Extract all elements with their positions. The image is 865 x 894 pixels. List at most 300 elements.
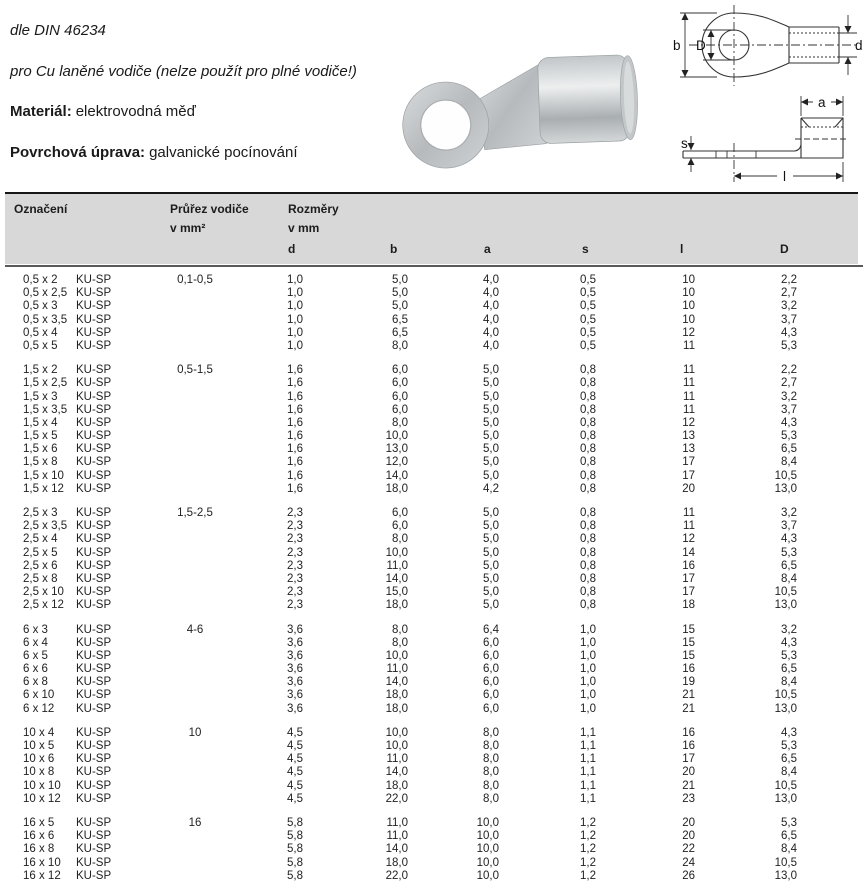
cell-s: 0,8 <box>580 533 596 546</box>
cell-l: 20 <box>682 482 695 495</box>
cell-type: KU-SP <box>76 636 112 649</box>
cell-size: 0,5 x 3,5 <box>23 313 68 326</box>
cell-s: 0,8 <box>580 403 596 416</box>
cell-s: 0,8 <box>580 586 596 599</box>
cell-d: 4,5 <box>287 766 303 779</box>
cell-size: 16 x 8 <box>23 843 55 856</box>
cell-s: 0,8 <box>580 469 596 482</box>
cell-s: 0,5 <box>580 326 596 339</box>
cell-d: 3,6 <box>287 649 303 662</box>
cell-d: 1,6 <box>287 456 303 469</box>
table-row <box>0 274 865 287</box>
cell-a: 8,0 <box>483 726 499 739</box>
cell-size: 16 x 5 <box>23 816 55 829</box>
cell-type: KU-SP <box>76 830 112 843</box>
cell-d: 1,0 <box>287 339 303 352</box>
cell-a: 5,0 <box>483 507 499 519</box>
cell-s: 0,5 <box>580 339 596 352</box>
cell-D: 4,3 <box>781 726 797 739</box>
cell-a: 6,0 <box>483 702 499 715</box>
cell-b: 11,0 <box>386 663 408 676</box>
table-row <box>0 573 865 586</box>
table-group <box>0 817 865 883</box>
cell-a: 6,0 <box>483 689 499 702</box>
cell-d: 3,6 <box>287 676 303 689</box>
cell-b: 11,0 <box>386 753 408 766</box>
cell-size: 2,5 x 12 <box>23 599 64 612</box>
cell-type: KU-SP <box>76 377 112 390</box>
cell-type: KU-SP <box>76 520 112 533</box>
cell-l: 21 <box>682 779 695 792</box>
cell-l: 20 <box>682 816 695 829</box>
cell-s: 0,8 <box>580 520 596 533</box>
product-photo-cable-lug <box>383 2 688 188</box>
cell-l: 15 <box>682 623 695 636</box>
cell-D: 8,4 <box>781 843 797 856</box>
cell-l: 10 <box>682 313 695 326</box>
dim-label-b: b <box>673 38 681 53</box>
cell-b: 8,0 <box>392 416 408 429</box>
cell-a: 5,0 <box>483 456 499 469</box>
table-body <box>0 274 865 894</box>
cell-size: 2,5 x 4 <box>23 533 58 546</box>
cell-d: 5,8 <box>287 856 303 869</box>
dim-label-s: s <box>681 136 688 151</box>
cell-type: KU-SP <box>76 792 112 805</box>
cell-s: 1,0 <box>580 676 596 689</box>
cell-type: KU-SP <box>76 676 112 689</box>
cell-a: 10,0 <box>476 830 499 843</box>
cell-size: 0,5 x 5 <box>23 339 58 352</box>
column-header-cross-section: Průřez vodiče <box>170 202 249 216</box>
cell-type: KU-SP <box>76 390 112 403</box>
cell-s: 1,1 <box>580 779 596 792</box>
table-row <box>0 650 865 663</box>
table-header-rule <box>5 265 863 267</box>
cell-l: 11 <box>683 339 695 352</box>
cell-type: KU-SP <box>76 740 112 752</box>
cell-D: 13,0 <box>774 792 797 805</box>
cell-type: KU-SP <box>76 663 112 676</box>
table-group <box>0 274 865 353</box>
cell-type: KU-SP <box>76 586 112 599</box>
cell-a: 5,0 <box>483 403 499 416</box>
cell-D: 8,4 <box>781 456 797 469</box>
cell-l: 17 <box>682 753 695 766</box>
cell-s: 1,2 <box>580 816 596 829</box>
table-row <box>0 364 865 377</box>
cell-d: 2,3 <box>287 546 303 559</box>
cell-type: KU-SP <box>76 753 112 766</box>
cell-b: 14,0 <box>385 469 408 482</box>
cell-size: 2,5 x 10 <box>23 586 64 599</box>
cell-b: 6,0 <box>392 364 408 377</box>
table-row <box>0 857 865 870</box>
cell-a: 5,0 <box>483 377 499 390</box>
cell-cross: 0,5-1,5 <box>177 364 213 377</box>
surface-line <box>10 144 298 161</box>
cell-a: 5,0 <box>483 416 499 429</box>
table-group <box>0 624 865 716</box>
cell-D: 4,3 <box>781 533 797 546</box>
cell-l: 11 <box>683 520 695 533</box>
cell-D: 2,7 <box>781 287 797 300</box>
table-row <box>0 507 865 520</box>
cell-a: 5,0 <box>483 520 499 533</box>
cell-b: 12,0 <box>385 456 408 469</box>
cell-l: 16 <box>682 740 695 752</box>
cell-a: 8,0 <box>483 792 499 805</box>
cell-a: 4,0 <box>483 300 499 313</box>
cell-s: 1,1 <box>580 726 596 739</box>
cell-D: 3,7 <box>781 520 797 533</box>
cell-D: 3,2 <box>781 623 797 636</box>
cell-s: 0,8 <box>580 377 596 390</box>
cell-size: 0,5 x 4 <box>23 326 58 339</box>
cell-b: 6,0 <box>392 507 408 519</box>
cell-b: 22,0 <box>385 869 408 882</box>
cell-d: 1,6 <box>287 364 303 377</box>
cell-d: 4,5 <box>287 726 303 739</box>
cell-D: 4,3 <box>781 326 797 339</box>
cell-D: 10,5 <box>774 469 797 482</box>
cell-type: KU-SP <box>76 443 112 456</box>
cell-type: KU-SP <box>76 702 112 715</box>
column-header-a: a <box>484 242 491 256</box>
cell-l: 26 <box>682 869 695 882</box>
cell-D: 5,3 <box>781 430 797 443</box>
cell-s: 1,1 <box>580 740 596 752</box>
cell-a: 4,0 <box>483 287 499 300</box>
table-row <box>0 703 865 716</box>
cell-s: 0,8 <box>580 559 596 572</box>
cell-size: 10 x 12 <box>23 792 61 805</box>
cell-l: 16 <box>682 663 695 676</box>
cell-s: 0,8 <box>580 443 596 456</box>
column-header-dimensions: Rozměry <box>288 202 339 216</box>
cell-b: 6,0 <box>392 377 408 390</box>
table-row <box>0 663 865 676</box>
cell-a: 10,0 <box>476 816 499 829</box>
cell-l: 16 <box>682 726 695 739</box>
cell-s: 1,0 <box>580 649 596 662</box>
cell-l: 17 <box>682 456 695 469</box>
cell-s: 1,2 <box>580 869 596 882</box>
table-row <box>0 599 865 612</box>
cell-s: 1,0 <box>580 636 596 649</box>
cell-size: 1,5 x 3 <box>23 390 58 403</box>
cell-b: 6,5 <box>392 326 408 339</box>
cell-D: 3,7 <box>781 403 797 416</box>
cell-D: 6,5 <box>781 663 797 676</box>
cell-type: KU-SP <box>76 726 112 739</box>
cell-type: KU-SP <box>76 507 112 519</box>
column-header-cross-section-unit: v mm² <box>170 221 206 235</box>
cell-size: 6 x 8 <box>23 676 48 689</box>
cell-a: 8,0 <box>483 753 499 766</box>
cell-D: 3,2 <box>781 390 797 403</box>
cell-type: KU-SP <box>76 326 112 339</box>
cell-a: 8,0 <box>483 740 499 752</box>
cell-type: KU-SP <box>76 559 112 572</box>
cell-type: KU-SP <box>76 689 112 702</box>
cell-s: 0,5 <box>580 313 596 326</box>
table-row <box>0 456 865 469</box>
cell-a: 10,0 <box>476 856 499 869</box>
cell-D: 13,0 <box>774 599 797 612</box>
cell-d: 1,0 <box>287 287 303 300</box>
cell-a: 10,0 <box>476 869 499 882</box>
cell-s: 0,8 <box>580 416 596 429</box>
cell-type: KU-SP <box>76 816 112 829</box>
column-header-D: D <box>780 242 789 256</box>
cell-b: 10,0 <box>385 649 408 662</box>
cell-l: 17 <box>682 469 695 482</box>
cell-a: 6,4 <box>483 623 499 636</box>
cell-cross: 0,1-0,5 <box>177 274 213 286</box>
cell-l: 14 <box>682 546 695 559</box>
cell-D: 13,0 <box>774 702 797 715</box>
cell-d: 5,8 <box>287 816 303 829</box>
cell-s: 1,0 <box>580 702 596 715</box>
cell-a: 5,0 <box>483 533 499 546</box>
cell-l: 16 <box>682 559 695 572</box>
cell-d: 2,3 <box>287 520 303 533</box>
cell-a: 4,2 <box>483 482 499 495</box>
column-header-dimensions-unit: v mm <box>288 221 320 235</box>
cell-l: 13 <box>682 430 695 443</box>
cell-d: 1,0 <box>287 326 303 339</box>
table-row <box>0 753 865 766</box>
cell-D: 3,7 <box>781 313 797 326</box>
cell-b: 11,0 <box>386 816 408 829</box>
surface-label: Povrchová úprava: <box>10 144 146 161</box>
table-group <box>0 507 865 613</box>
table-row <box>0 533 865 546</box>
cell-b: 22,0 <box>385 792 408 805</box>
cell-type: KU-SP <box>76 766 112 779</box>
cell-d: 4,5 <box>287 740 303 752</box>
cell-l: 15 <box>682 649 695 662</box>
cell-type: KU-SP <box>76 287 112 300</box>
cell-b: 6,5 <box>392 313 408 326</box>
cell-size: 6 x 4 <box>23 636 48 649</box>
cell-type: KU-SP <box>76 313 112 326</box>
cell-a: 8,0 <box>483 766 499 779</box>
cell-l: 19 <box>682 676 695 689</box>
cell-size: 6 x 3 <box>23 623 48 636</box>
cell-size: 16 x 12 <box>23 869 61 882</box>
cell-s: 1,2 <box>580 843 596 856</box>
cell-type: KU-SP <box>76 599 112 612</box>
cell-b: 8,0 <box>392 623 408 636</box>
cell-d: 2,3 <box>287 507 303 519</box>
cell-type: KU-SP <box>76 779 112 792</box>
cell-l: 11 <box>683 364 695 377</box>
cell-cross: 10 <box>188 726 202 739</box>
material-value: elektrovodná měď <box>75 103 196 120</box>
table-row <box>0 560 865 573</box>
cell-size: 1,5 x 12 <box>23 482 64 495</box>
cell-a: 4,0 <box>483 313 499 326</box>
cell-type: KU-SP <box>76 533 112 546</box>
dim-label-d: d <box>855 38 863 53</box>
table-row <box>0 637 865 650</box>
cell-type: KU-SP <box>76 572 112 585</box>
cell-d: 1,6 <box>287 416 303 429</box>
cell-b: 18,0 <box>385 702 408 715</box>
column-header-b: b <box>390 242 398 256</box>
cell-l: 20 <box>682 766 695 779</box>
table-row <box>0 417 865 430</box>
cell-a: 6,0 <box>483 649 499 662</box>
cell-l: 23 <box>682 792 695 805</box>
cell-D: 13,0 <box>774 482 797 495</box>
cell-d: 1,0 <box>287 313 303 326</box>
cell-b: 18,0 <box>385 779 408 792</box>
cell-size: 2,5 x 8 <box>23 572 58 585</box>
cell-a: 6,0 <box>483 663 499 676</box>
cell-l: 17 <box>682 572 695 585</box>
cell-a: 5,0 <box>483 599 499 612</box>
cell-size: 0,5 x 2 <box>23 274 58 286</box>
cell-D: 10,5 <box>774 689 797 702</box>
cell-d: 2,3 <box>287 586 303 599</box>
intro-din-standard: dle DIN 46234 <box>10 22 106 39</box>
cell-type: KU-SP <box>76 339 112 352</box>
cell-D: 6,5 <box>781 559 797 572</box>
cell-b: 13,0 <box>385 443 408 456</box>
cell-l: 18 <box>682 599 695 612</box>
cell-l: 11 <box>683 377 695 390</box>
cell-a: 5,0 <box>483 572 499 585</box>
table-row <box>0 830 865 843</box>
cell-D: 5,3 <box>781 816 797 829</box>
cell-b: 18,0 <box>385 856 408 869</box>
cell-D: 2,2 <box>781 364 797 377</box>
cell-a: 5,0 <box>483 390 499 403</box>
cell-size: 1,5 x 2 <box>23 364 58 377</box>
cell-size: 16 x 10 <box>23 856 61 869</box>
cell-D: 13,0 <box>774 869 797 882</box>
cell-s: 0,8 <box>580 364 596 377</box>
cell-D: 10,5 <box>774 586 797 599</box>
dim-label-D: D <box>696 38 706 53</box>
cell-D: 6,5 <box>781 830 797 843</box>
cell-D: 10,5 <box>774 856 797 869</box>
cell-cross: 1,5-2,5 <box>177 507 213 519</box>
column-header-l: l <box>680 242 684 256</box>
cell-a: 4,0 <box>483 274 499 286</box>
cell-size: 6 x 12 <box>23 702 55 715</box>
cell-a: 5,0 <box>483 430 499 443</box>
cell-l: 12 <box>682 416 695 429</box>
cell-type: KU-SP <box>76 649 112 662</box>
cell-l: 10 <box>682 300 695 313</box>
cell-s: 0,8 <box>580 482 596 495</box>
cell-d: 5,8 <box>287 830 303 843</box>
cell-l: 13 <box>682 443 695 456</box>
material-label: Materiál: <box>10 103 72 120</box>
cell-size: 6 x 10 <box>23 689 55 702</box>
cell-d: 2,3 <box>287 599 303 612</box>
cell-a: 6,0 <box>483 676 499 689</box>
cell-s: 1,0 <box>580 663 596 676</box>
cell-D: 8,4 <box>781 676 797 689</box>
table-row <box>0 287 865 300</box>
cell-d: 4,5 <box>287 753 303 766</box>
table-row <box>0 624 865 637</box>
cell-l: 11 <box>683 507 695 519</box>
cell-d: 1,6 <box>287 430 303 443</box>
cell-type: KU-SP <box>76 430 112 443</box>
cell-a: 5,0 <box>483 364 499 377</box>
cell-b: 14,0 <box>385 676 408 689</box>
cell-l: 22 <box>682 843 695 856</box>
cell-d: 1,0 <box>287 274 303 286</box>
table-row <box>0 547 865 560</box>
cell-size: 6 x 5 <box>23 649 48 662</box>
cell-d: 4,5 <box>287 792 303 805</box>
cell-b: 8,0 <box>392 636 408 649</box>
cell-type: KU-SP <box>76 482 112 495</box>
cell-s: 0,8 <box>580 390 596 403</box>
cell-l: 12 <box>682 533 695 546</box>
cell-size: 2,5 x 6 <box>23 559 58 572</box>
cell-b: 5,0 <box>392 287 408 300</box>
column-header-designation: Označení <box>14 202 68 216</box>
cell-b: 6,0 <box>392 520 408 533</box>
table-row <box>0 470 865 483</box>
cell-a: 4,0 <box>483 326 499 339</box>
cell-l: 15 <box>682 636 695 649</box>
cell-d: 1,0 <box>287 300 303 313</box>
cell-s: 0,8 <box>580 430 596 443</box>
cell-l: 11 <box>683 403 695 416</box>
dimension-drawing <box>671 0 865 190</box>
cell-s: 0,5 <box>580 274 596 286</box>
table-group <box>0 364 865 496</box>
cell-size: 10 x 6 <box>23 753 55 766</box>
cell-d: 3,6 <box>287 663 303 676</box>
cell-b: 10,0 <box>385 546 408 559</box>
cell-b: 11,0 <box>386 830 408 843</box>
cell-size: 10 x 5 <box>23 740 55 752</box>
cell-b: 5,0 <box>392 300 408 313</box>
cell-D: 5,3 <box>781 740 797 752</box>
cell-size: 1,5 x 6 <box>23 443 58 456</box>
table-row <box>0 870 865 883</box>
cell-D: 8,4 <box>781 572 797 585</box>
table-row <box>0 766 865 779</box>
cell-a: 5,0 <box>483 586 499 599</box>
cell-type: KU-SP <box>76 469 112 482</box>
cell-size: 10 x 10 <box>23 779 61 792</box>
table-row <box>0 520 865 533</box>
cell-l: 21 <box>682 689 695 702</box>
cell-type: KU-SP <box>76 364 112 377</box>
cell-b: 14,0 <box>385 843 408 856</box>
table-row <box>0 391 865 404</box>
cell-d: 5,8 <box>287 869 303 882</box>
cell-s: 1,1 <box>580 766 596 779</box>
cell-cross: 4-6 <box>186 623 204 636</box>
table-row <box>0 843 865 856</box>
cell-type: KU-SP <box>76 300 112 313</box>
table-header <box>5 194 858 264</box>
cell-b: 6,0 <box>392 403 408 416</box>
cell-s: 0,8 <box>580 456 596 469</box>
